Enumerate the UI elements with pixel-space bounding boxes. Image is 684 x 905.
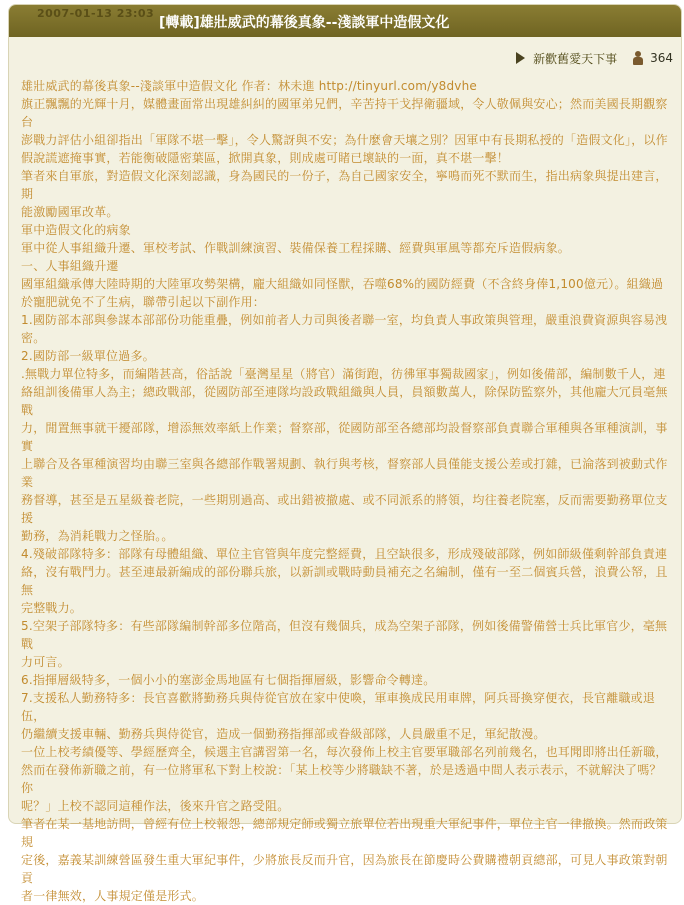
body-line: 7.支援私人勤務特多：長官喜歡將勤務兵與侍從官放在家中使喚，軍車換成民用車牌，阿兵哥換穿便衣，長官離職或退伍， <box>21 691 656 723</box>
body-line: 呢？」上校不認同這種作法，後來升官之路受阻。 <box>21 799 290 813</box>
post-body <box>21 77 673 905</box>
body-line: 軍中造假文化的病象 <box>21 223 131 237</box>
body-line: 絡，沒有戰鬥力。甚至連最新編成的部份聯兵旅，以新訓或戰時動員補充之名編制，僅有一至二個賓兵營，浪費公帑，且無 <box>21 565 668 597</box>
body-line: 4.殘破部隊特多：部隊有母體組織、單位主官管與年度完整經費，且空缺很多，形成殘破部隊，例如師級僅剩幹部負責連 <box>21 547 668 561</box>
category-link[interactable]: 新歡舊愛天下事 <box>533 51 618 66</box>
body-line: 定後，嘉義某訓練營區發生重大軍紀事件，少將旅長反而升官，因為旅長在節慶時公費購禮朝貢總部，可見人事政策對朝貢 <box>21 853 668 885</box>
body-line: 務督導，甚至是五星級養老院，一些期別過高、或出錯被撤處、或不同派系的將領，均往養老院塞，反而需要勤務單位支援 <box>21 493 668 525</box>
body-line: 力可言。 <box>21 655 70 669</box>
body-line: 者一律無效，人事規定僅是形式。 <box>21 889 205 903</box>
body-line: 旗正飄飄的光輝十月，媒體畫面常出現雄糾糾的國軍弟兄們，辛苦持干戈捍衛疆域，令人敬佩與安心；然而美國長期觀察台 <box>21 97 668 129</box>
post-toolbar <box>516 49 673 67</box>
body-line: .無戰力單位特多，而編階甚高，俗話說「臺灣星星（將官）滿街跑，彷彿軍事獨裁國家」，例如後備部，編制數千人，連 <box>21 367 666 381</box>
body-line: 筆者來自軍旅，對造假文化深刻認識，身為國民的一份子，為自己國家安全，寧鳴而死不默而生，指出病象與提出建言，期 <box>21 169 668 201</box>
body-line: 密。 <box>21 331 46 345</box>
body-line: 完整戰力。 <box>21 601 83 615</box>
body-line: 澎戰力評估小組卻指出「軍隊不堪一擊」，令人驚訝與不安；為什麼會天壤之別？因軍中有長期私授的「造假文化」，以作 <box>21 133 668 147</box>
view-count: 364 <box>650 51 673 65</box>
body-line: 1.國防部本部與參謀本部部份功能重疊，例如前者人力司與後者聯一室，均負責人事政策與管理，嚴重浪費資源與容易洩 <box>21 313 668 327</box>
body-line: 國軍組織承傳大陸時期的大陸軍攻勢架構，龐大組織如同怪獸，吞噬68%的國防經費（不含終身俸1,100億元）。組織過 <box>21 277 664 291</box>
section-heading: 一、人事組織升遷 <box>21 259 119 273</box>
post-title[interactable]: [轉載]雄壯威武的幕後真象--淺談軍中造假文化 <box>159 15 450 31</box>
play-icon <box>516 52 525 64</box>
body-line: 一位上校考績優等、學經歷齊全，候選主官講習第一名，每次發佈上校主官要軍職部名列前幾名，也耳聞即將出任新職， <box>21 745 668 759</box>
body-line: 上聯合及各軍種演習均由聯三室與各總部作戰署規劃、執行與考核，督察部人員僅能支援公差或打雜，已淪落到被動式作業 <box>21 457 668 489</box>
body-line: 力，閒置無事就干擾部隊，增添無效率紙上作業；督察部，從國防部至各總部均設督察部負責聯合軍種與各軍種演訓，事實 <box>21 421 668 453</box>
body-line: 假說謊遮掩事實，若能衡破隱密葉區，掀開真象，則成處可睹已壞缺的一面，真不堪一擊！ <box>21 151 510 165</box>
body-line: 雄壯威武的幕後真象--淺談軍中造假文化 作者：林未進 http://tinyurl.com/y8dvhe <box>21 79 478 93</box>
body-line: 絡組訓後備軍人為主；總政戰部，從國防部至連隊均設政戰組織與人員，員額數萬人，除保防監察外，其他龐大冗員毫無戰 <box>21 385 668 417</box>
blog-post <box>8 4 682 903</box>
post-date: 2007-01-13 23:03 <box>37 7 155 20</box>
body-line: 仍繼續支援車輛、勤務兵與侍從官，造成一個勤務指揮部或眷級部隊，人員嚴重不足，軍紀散漫。 <box>21 727 546 741</box>
body-line: 6.指揮層級特多，一個小小的塞澎金馬地區有七個指揮層級，影響命令轉達。 <box>21 673 436 687</box>
post-header <box>9 5 681 37</box>
body-line: 5.空架子部隊特多：有些部隊編制幹部多位階高，但沒有幾個兵，成為空架子部隊，例如後備警備營士兵比軍官少，毫無戰 <box>21 619 668 651</box>
person-icon <box>633 51 643 65</box>
body-line: 於寵肥就免不了生病，聯帶引起以下副作用： <box>21 295 266 309</box>
body-line: 筆者在某一基地訪問，曾經有位上校報怨，總部規定師或獨立旅單位若出現重大軍紀事件，單位主官一律撤換。然而政策規 <box>21 817 668 849</box>
body-line: 勤務，為消耗戰力之怪胎。。 <box>21 529 174 543</box>
body-line: 然而在發佈新職之前，有一位將軍私下對上校說：「某上校等少將職缺不著，於是透過中間人表示表示，不就解決了嗎？你 <box>21 763 662 795</box>
body-line: 軍中從人事組織升遷、軍校考試、作戰訓練演習、裝備保養工程採購、經費與軍風等都充斥造假病象。 <box>21 241 571 255</box>
body-line: 能激勵國軍改革。 <box>21 205 119 219</box>
body-line: 2.國防部一級單位過多。 <box>21 349 155 363</box>
